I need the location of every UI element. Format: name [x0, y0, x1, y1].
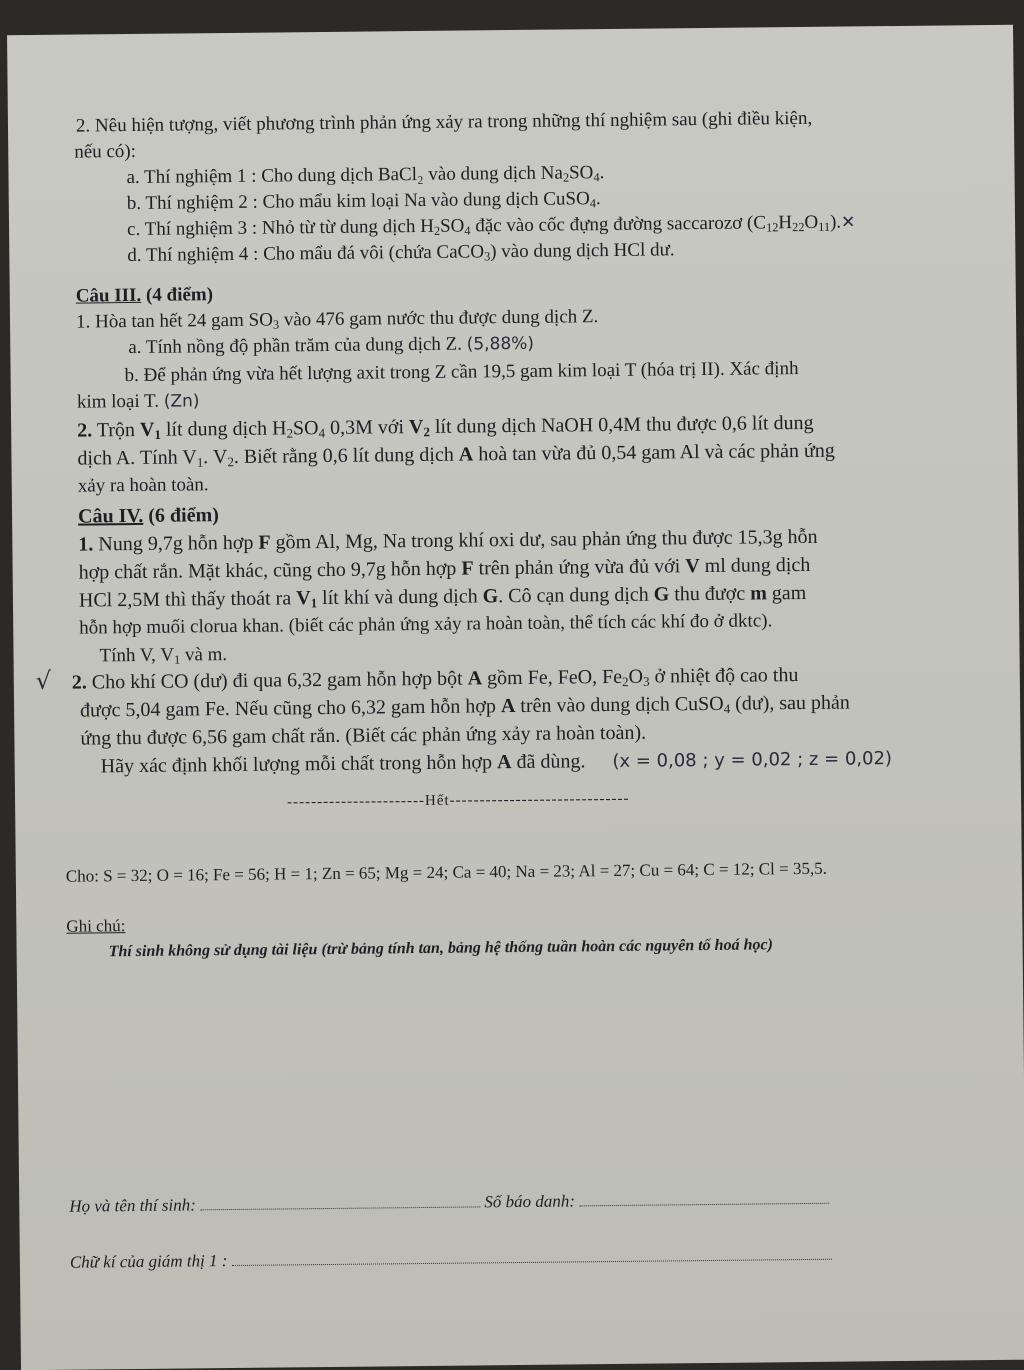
- s3-q1a: a. Tính nồng độ phần trăm của dung dịch Z. (5,88%): [128, 333, 535, 359]
- note-text: Thí sinh không sử dụng tài liệu (trừ bảng tính tan, bảng hệ thống tuần hoàn các nguyên tố hoá học): [108, 936, 773, 961]
- section3-title: Câu III. (4 điểm): [75, 284, 214, 307]
- atomic-masses: Cho: S = 32; O = 16; Fe = 56; H = 1; Zn = 65; Mg = 24; Ca = 40; Na = 23; Al = 27; Cu = 64; C = 12; Cl = 35,5.: [65, 858, 827, 886]
- candidate-name-field[interactable]: Họ và tên thí sinh: Số báo danh:: [69, 1187, 829, 1219]
- s4-q1-l5: Tính V, $V_1$ và m.: [99, 644, 228, 667]
- s4-q2-l4: Hãy xác định khối lượng mỗi chất trong hỗn hợp A đã dùng. (x = 0,08 ; y = 0,02 ; z = 0,02): [100, 748, 893, 778]
- exam-sheet: [7, 25, 1024, 1370]
- q2-header: 2. Nêu hiện tượng, viết phương trình phản ứng xảy ra trong những thí nghiệm sau (ghi điều kiện,: [75, 107, 813, 137]
- checkmark-icon: √: [35, 666, 52, 696]
- exp-c: c. Thí nghiệm 3 : Nhỏ từ từ dung dịch $H_2SO_4$ đặc vào cốc đựng đường saccarozơ $(C_{12}H_{22}O_{11}).✕$: [126, 211, 856, 241]
- section4-title: Câu IV. (6 điểm): [77, 504, 219, 528]
- exp-b: b. Thí nghiệm 2 : Cho mẩu kim loại Na vào dung dịch CuSO$_4$.: [126, 188, 601, 215]
- s4-q1-l3: HCl 2,5M thì thấy thoát ra $V_1$ lít khí và dung dịch G. Cô cạn dung dịch G thu được m gam: [78, 581, 807, 612]
- s4-q1: 1. Nung 9,7g hỗn hợp F gồm Al, Mg, Na trong khí oxi dư, sau phản ứng thu được 15,3g hỗn: [78, 525, 818, 556]
- exp-d: d. Thí nghiệm 4 : Cho mẩu đá vôi (chứa CaCO$_3$) vào dung dịch HCl dư.: [127, 239, 675, 267]
- s3-q1b: b. Để phản ứng vừa hết lượng axit trong Z cần 19,5 gam kim loại T (hóa trị II). Xác định: [124, 358, 799, 387]
- s3-q2-cont2: xảy ra hoàn toàn.: [77, 474, 209, 497]
- s3-q2: 2. Trộn $V_1$ lít dung dịch $H_2SO_4$ 0,3M với $V_2$ lít dung dịch NaOH 0,4M thu được 0,6 lít dung: [77, 411, 814, 443]
- s4-q2-l2: được 5,04 gam Fe. Nếu cũng cho 6,32 gam hỗn hợp A trên vào dung dịch CuSO$_4$ (dư), sau phản: [79, 691, 850, 722]
- s3-q2-cont: dịch A. Tính $V_1$. $V_2$. Biết rằng 0,6 lít dung dịch A hoà tan vừa đủ 0,54 gam Al và các phản ứng: [77, 439, 835, 470]
- q2-header-cont: nếu có):: [74, 140, 137, 163]
- proctor-signature-field[interactable]: Chữ kí của giám thị 1 :: [70, 1243, 832, 1275]
- s3-q1: 1. Hòa tan hết 24 gam $SO_3$ vào 476 gam nước thu được dung dịch Z.: [75, 306, 599, 333]
- s3-q1b-cont: kim loại T. (Zn): [76, 390, 200, 413]
- exp-a: a. Thí nghiệm 1 : Cho dung dịch BaCl₂ vào dung dịch $Na_2SO_4$.: [126, 162, 605, 189]
- s4-q1-l4: hỗn hợp muối clorua khan. (biết các phản ứng xảy ra hoàn toàn, thể tích các khí đo ở dktc).: [79, 610, 773, 639]
- s4-q2: 2. Cho khí CO (dư) đi qua 6,32 gam hỗn hợp bột A gồm Fe, FeO, $Fe_2O_3$ ở nhiệt độ cao thu: [71, 664, 799, 694]
- end-separator: -----------------------Hết------------------------------: [287, 790, 630, 811]
- s4-q1-l2: hợp chất rắn. Mặt khác, cũng cho 9,7g hỗn hợp F trên phản ứng vừa đủ với V ml dung dịch: [78, 553, 811, 584]
- s4-q2-l3: ứng thu được 6,56 gam chất rắn. (Biết các phản ứng xảy ra hoàn toàn).: [80, 721, 647, 750]
- note-label: Ghi chú:: [66, 916, 126, 936]
